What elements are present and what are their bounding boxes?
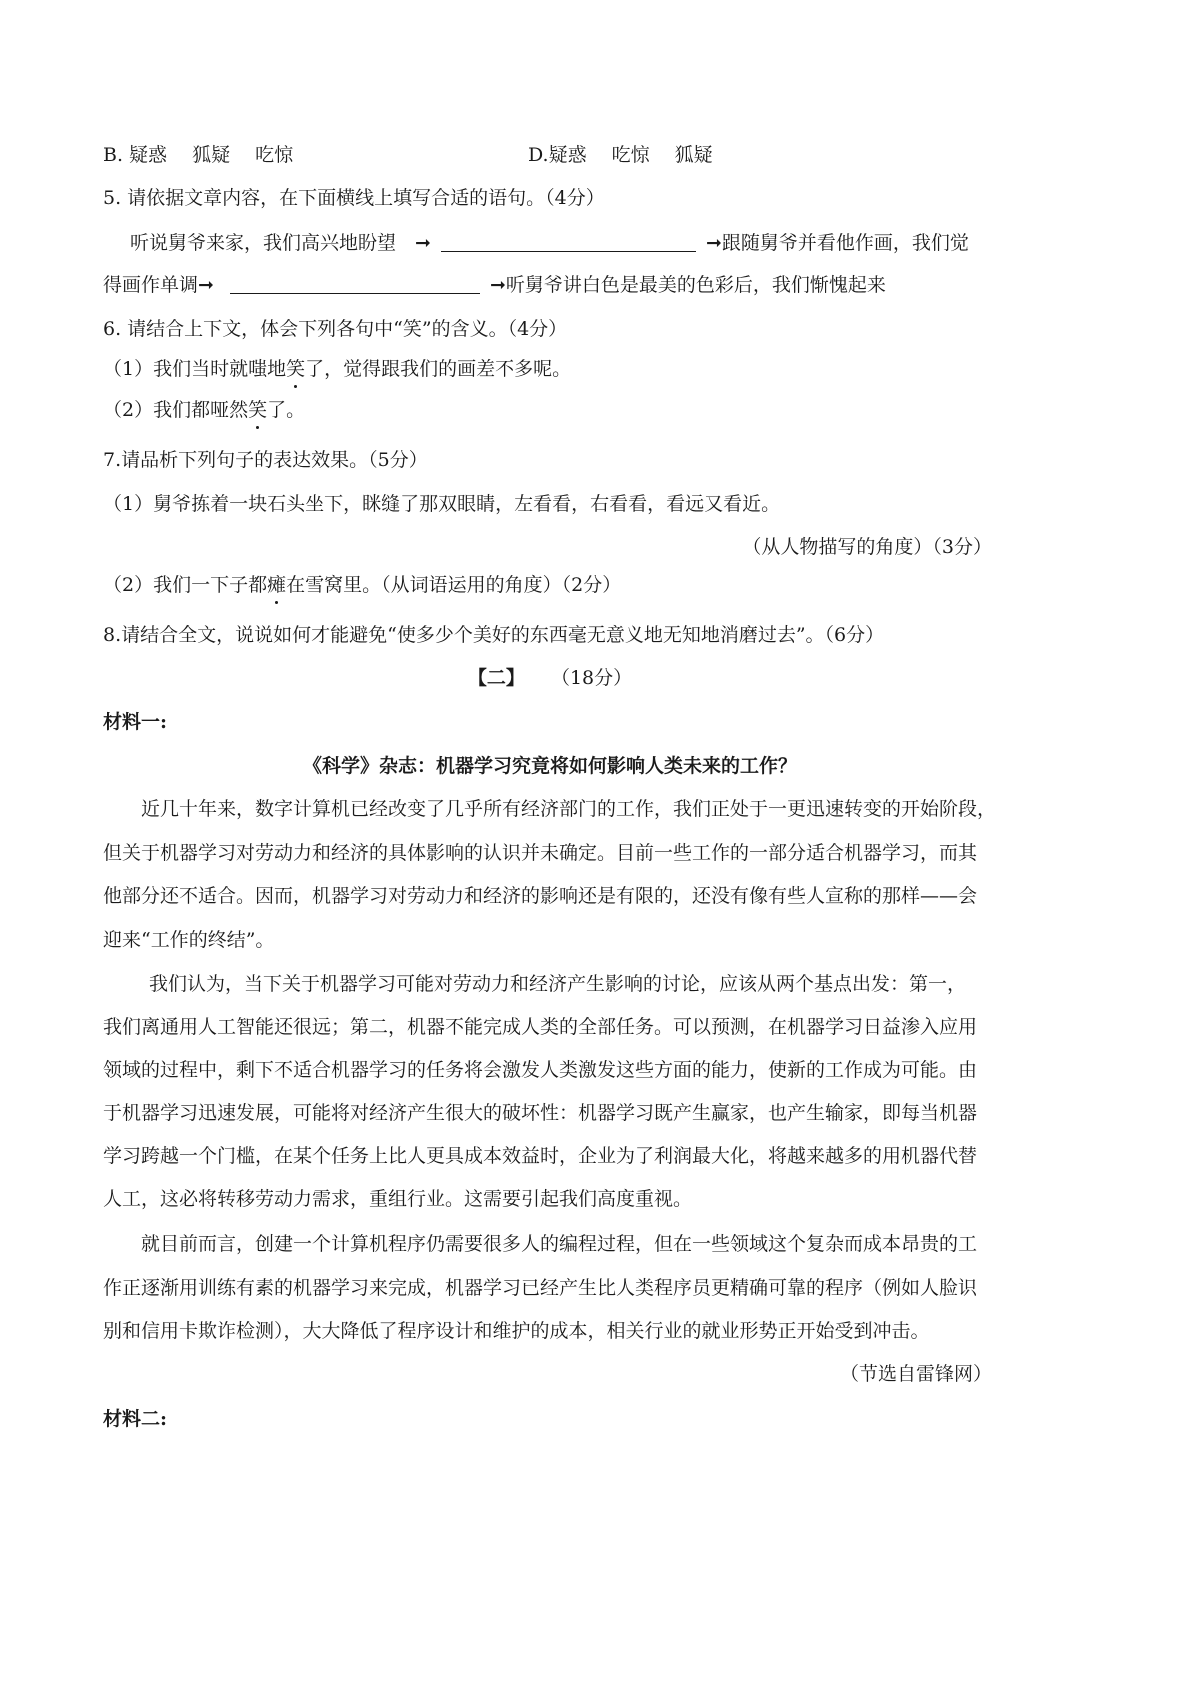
q5-line-1 (130, 231, 969, 255)
material-1-title: 《科学》杂志：机器学习究竟将如何影响人类未来的工作？ (302, 755, 797, 777)
q6-s1-before: （1）我们当时就嗤地 (103, 358, 287, 380)
q5-line2-start: 得画作单调➞ (103, 274, 214, 296)
m1-p1-line: 但关于机器学习对劳动力和经济的具体影响的认识并未确定。目前一些工作的一部分适合机器学习，而其 (103, 842, 978, 864)
m1-p2-line: 我们离通用人工智能还很远；第二，机器不能完成人类的全部任务。可以预测，在机器学习日益渗入应用 (103, 1016, 978, 1038)
q5-title: 5. 请依据文章内容，在下面横线上填写合适的语句。（4分） (103, 187, 605, 209)
q5-blank-1[interactable] (441, 232, 696, 252)
material-2-label: 材料二: (103, 1408, 168, 1430)
q7-sentence-2 (103, 573, 621, 597)
q5-line2-end: ➞听舅爷讲白色是最美的色彩后，我们惭愧起来 (490, 274, 886, 296)
m1-p2-line: 学习跨越一个门槛，在某个任务上比人更具成本效益时，企业为了利润最大化，将越来越多的用机器代替 (103, 1145, 978, 1167)
material-1-label: 材料一: (103, 711, 168, 733)
q8-title: 8.请结合全文，说说如何才能避免“使多少个美好的东西毫无意义地无知地消磨过去”。（6分） (103, 624, 885, 646)
section-2-score: （18分） (550, 667, 633, 689)
q4-option-d: D.疑惑 吃惊 狐疑 (528, 144, 713, 166)
q7-sentence-1: （1）舅爷拣着一块石头坐下，眯缝了那双眼睛，左看看，右看看，看远又看近。 (103, 493, 781, 515)
q6-title: 6. 请结合上下文，体会下列各句中“笑”的含义。（4分） (103, 318, 568, 340)
m1-p3-line: 作正逐渐用训练有素的机器学习来完成，机器学习已经产生比人类程序员更精确可靠的程序（例如人脸识 (103, 1277, 978, 1299)
q5-line-2 (103, 273, 886, 297)
material-1-source: （节选自雷锋网） (839, 1363, 992, 1385)
q5-line1-end: ➞跟随舅爷并看他作画，我们觉 (706, 232, 969, 254)
q5-line1-start: 听说舅爷来家，我们高兴地盼望 ➞ (130, 232, 431, 254)
m1-p1-line: 近几十年来，数字计算机已经改变了几乎所有经济部门的工作，我们正处于一更迅速转变的开始阶段， (141, 798, 997, 820)
q7-s2-before: （2）我们一下子都 (103, 574, 268, 596)
q7-s2-emphasis: 瘫 (267, 574, 287, 596)
q7-s2-after: 在雪窝里。（从词语运用的角度）（2分） (286, 574, 622, 596)
q7-s1-note: （从人物描写的角度）（3分） (742, 536, 992, 558)
q6-sentence-2 (103, 398, 305, 422)
q4-option-b: B. 疑惑 狐疑 吃惊 (103, 144, 294, 166)
q6-sentence-1 (103, 357, 571, 381)
q7-title: 7.请品析下列句子的表达效果。（5分） (103, 449, 428, 471)
m1-p3-line: 别和信用卡欺诈检测），大大降低了程序设计和维护的成本，相关行业的就业形势正开始受到冲击。 (103, 1320, 930, 1342)
q5-blank-2[interactable] (230, 274, 480, 294)
q6-s2-emphasis: 笑 (248, 399, 268, 421)
section-2-label: 【二】 (467, 667, 525, 689)
section-2-heading (0, 666, 1100, 690)
m1-p2-line: 于机器学习迅速发展，可能将对经济产生很大的破坏性：机器学习既产生赢家，也产生输家，即每当机器 (103, 1102, 978, 1124)
q6-s2-after: 了。 (267, 399, 306, 421)
m1-p2-line: 人工，这必将转移劳动力需求，重组行业。这需要引起我们高度重视。 (103, 1188, 693, 1210)
q6-s2-before: （2）我们都哑然 (103, 399, 249, 421)
m1-p1-line: 他部分还不适合。因而，机器学习对劳动力和经济的影响还是有限的，还没有像有些人宣称的那样——会 (103, 885, 978, 907)
q6-s1-emphasis: 笑 (286, 358, 306, 380)
q6-s1-after: 了，觉得跟我们的画差不多呢。 (305, 358, 572, 380)
m1-p2-line: 领域的过程中，剩下不适合机器学习的任务将会激发人类激发这些方面的能力，使新的工作成为可能。由 (103, 1059, 978, 1081)
m1-p2-line: 我们认为，当下关于机器学习可能对劳动力和经济产生影响的讨论，应该从两个基点出发：第一， (149, 973, 967, 995)
m1-p1-line: 迎来“工作的终结”。 (103, 929, 275, 951)
m1-p3-line: 就目前而言，创建一个计算机程序仍需要很多人的编程过程，但在一些领域这个复杂而成本昂贵的工 (141, 1233, 978, 1255)
